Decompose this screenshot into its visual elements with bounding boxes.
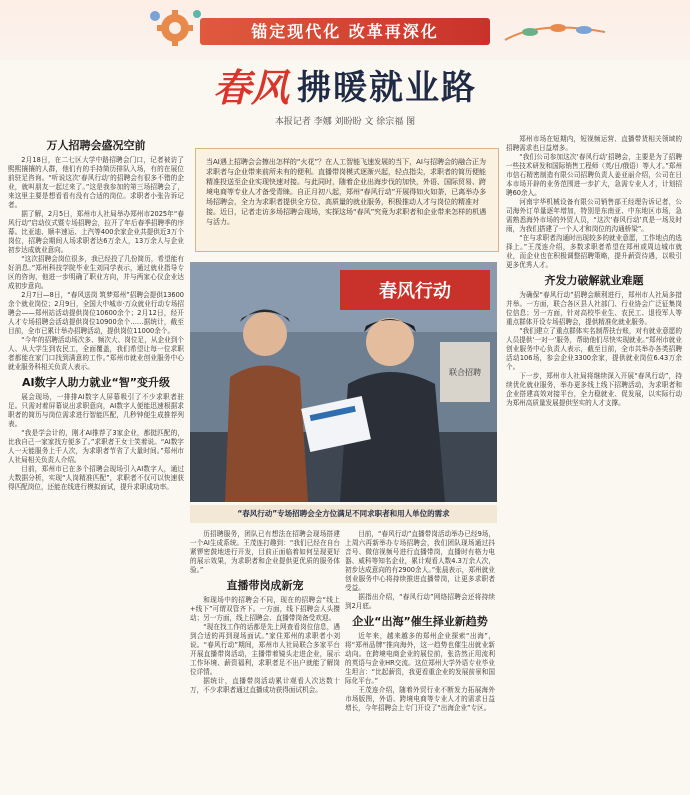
headline (155, 56, 535, 112)
paragraph: 为确保“春风行动”招聘会顺利进行，郑州市人社局多措并举。一方面，联合各区县人社部门、行业协会广泛征集岗位信息；另一方面，针对高校毕业生、农民工、退役军人等重点群体开设专场招聘会，提供精准化就业服务。 (506, 291, 682, 326)
photo-sign-text: 联合招聘 (449, 368, 481, 377)
paragraph: 展会现场，一排排AI数字人屏幕吸引了不少求职者驻足。只需对着屏幕说出求职意向，AI数字人便能迅速根据求职者的简历与岗位需求进行智能匹配，几秒钟便生成推荐列表。 (8, 393, 184, 428)
headline-accent: 春风 (212, 64, 289, 110)
paragraph: 河南宇华机械设备有限公司销售部王经理告诉记者，公司海外订单量逐年增加，特别是东南亚、中东地区市场，急需熟悉海外市场的外贸人员，“这次‘春风行动’真是一场及时雨，为我们搭建了一个人才和岗位的沟通桥梁”。 (506, 198, 682, 233)
paragraph: “这次招聘会岗位很多，我已经投了几份简历，希望能有好消息。”郑州科技学院毕业生刘同学表示，通过就业指导专区的咨询，他进一步明确了职业方向，并与两家心仪企业达成初步意向。 (8, 255, 184, 290)
paragraph: 目前，“春风行动”直播带岗活动举办已经9场，上周六再新举办专场招聘会，我们团队现场通过抖音号、微信视频号进行直播带岗，直播时有格力电器、威科等知名企业，累计观看人数4.3万余人次，初步达成意向的有2900余人。”张晨表示，郑州就业创业服务中心将持续推进直播带岗，让更多求职者受益。 (345, 530, 495, 592)
paragraph: “我们公司参加这次‘春风行动’招聘会，主要是为了招聘一些技术研发和国际销售工程师（英/日/俄语）等人才。”郑州市信石精密制造有限公司招聘负责人姜亚丽介绍，公司在日本市场开辟的业务范围进一步扩大，急需专业人才，计划招聘60余人。 (506, 153, 682, 197)
section-heading: 企业“出海”催生择业新趋势 (352, 615, 488, 628)
article-column-4 (506, 135, 682, 790)
article-column-3 (345, 530, 495, 790)
paragraph: 目前，郑州市已在多个招聘会现场引入AI数字人，通过大数据分析，实现“人岗精准匹配”，求职者不仅可以快速获得匹配岗位，还能在线进行模拟面试，提升求职成功率。 (8, 465, 184, 491)
paragraph: 2月7日—8日，“春风送岗 筑梦郑州”招聘会提供13600余个就业岗位；2月9日，全国大中城市·万众就业行动专场招聘会——郑州站活动提供岗位10600余个；2月12日，经开人才专场招聘会活动提供岗位10900余个……据统计，截至目前，全市已累计举办招聘活动，提供岗位11000余个。 (8, 291, 184, 335)
paragraph: 历招聘服务，团队已有想法在招聘会现场搭建一个AI生成系统。王茂连打趣到：“我们已经在自台紧锣密鼓地进行开发，目前正面临着如何呈现更好的展示效果，为求职者和企业提供更优质的服务体验。” (190, 530, 340, 574)
paragraph: 和现场中的招聘会不同，现在的招聘会“线上+线下”可谓双管齐下。一方面，线下招聘会人头攒动；另一方面，线上招聘会、直播带岗备受欢迎。 (190, 596, 340, 622)
section-heading: 齐发力破解就业难题 (544, 274, 644, 287)
paragraph: 2月18日，在二七区大学中路招聘会门口，记者被访了熙熙攘攘的人群，他们有的手持简历排队入场，有的在展位前驻足咨询。“听说这次‘春风行动’的招聘会有很多不错的企业，就叫朋友一起过来了。”这是我参加的第三场招聘会了，来这里主要是想看看有没有合适的岗位。求职者小张告诉记者。 (8, 156, 184, 209)
section-heading: 直播带岗成新宠 (226, 579, 304, 592)
photo-illustration (190, 262, 497, 502)
paragraph: 据统计，直播带岗活动累计观看人次达数十万，不少求职者通过直播成功获得面试机会。 (190, 677, 340, 694)
paragraph: 王茂连介绍，随着外贸行业不断发力拓展海外市场版图，外语、跨境电商等专业人才的需求日益增长，今年招聘会上专门开设了“出海企业”专区。 (345, 686, 495, 712)
paragraph: 据指出介绍，“春风行动”网络招聘会还将持续到2月底。 (345, 593, 495, 610)
section-banner (200, 18, 490, 45)
headline-main: 拂暖就业路 (297, 67, 477, 108)
paragraph: “我们建立了重点群体实名制帮扶台账，对有就业意愿的人员提供‘一对一’服务，帮助他们尽快实现就业。”郑州市就业创业服务中心负责人表示，截至目前，全市共举办各类招聘活动106场，参会企业3300余家，提供就业岗位6.43万余个。 (506, 327, 682, 371)
section-heading: 万人招聘会盛况空前 (46, 139, 146, 152)
lead-paragraph: 当AI遇上招聘会会擦出怎样的“火花”？在人工智能飞速发展的当下，AI与招聘会的融合正为求职者与企业带来前所未有的便利。直播带岗模式逐渐兴起，轻点指尖，求职者的简历便能精准投送至企业实现快速对接。与此同时，随着企业出海步伐的加快，外语、国际贸易、跨境电商等专业人才备受青睐。自正月初八起，郑州“春风行动”开展得如火如荼，已离举办多场招聘会，全力为求职者提供全方位、高质量的就业服务，积极推动人才与岗位的精准对接。近日，记者走访多场招聘会现场，实探这场“春风”究竟为求职者和企业带来怎样的机遇与活力。 (195, 148, 499, 252)
paragraph: 郑州市场在短期内，短视频运营、直播带货相关领域的招聘需求也日益增多。 (506, 135, 682, 152)
news-photo (190, 262, 497, 502)
paragraph: 近年来，越来越多的郑州企业探索“出海”，将“郑州品牌”推向海外，这一趋势也催生出就业新动向。在跨境电商企业的展位前，张浩然正用流利的英语与企业HR交流。这位郑州大学外语专业毕业生坦言：“比起薪资，我更看重企业的发展前景和国际化平台。” (345, 632, 495, 685)
gear-decoration-icon (145, 6, 205, 46)
leaf-decoration-icon (500, 18, 610, 48)
article-column-2 (190, 530, 340, 790)
banner-slogan: 锚定现代化 改革再深化 (251, 22, 439, 41)
photo-banner-text: 春风行动 (379, 281, 451, 302)
paragraph: 下一步，郑州市人社局将继续深入开展“春风行动”，持续优化就业服务，举办更多线上线下招聘活动，为求职者和企业搭建高效对接平台，全力稳就业、促发展，以实际行动为郑州高质量发展提供坚实的人才支撑。 (506, 372, 682, 407)
paragraph: 据了解，2月5日，郑州市人社局举办郑州市2025年“春风行动”启动仪式暨专场招聘会，拉开了年后春季招聘季的序幕。比亚迪、顺丰速运、上汽等400余家企业共提供近3万个岗位，招聘会期间人场求职者达6万余人，13万余人与企业初步达成就业意向。 (8, 210, 184, 254)
paragraph: “在与求职者沟通时出现较多的就业意愿，工作地点的选择上。”王茂连介绍，多数求职者希望在郑州或周边城市就业，而企业也在积极调整招聘策略，提升薪资待遇，以吸引更多优秀人才。 (506, 234, 682, 269)
photo-caption: “春风行动”专场招聘会全方位满足不同求职者和用人单位的需求 (190, 505, 497, 523)
paragraph: “现在找工作的话都是先上网查看岗位信息，遇到合适的再到现场面试。”家住郑州的求职者小刘说。“春风行动”期间，郑州市人社局联合多家平台开展直播带岗活动，主播带着镜头走进企业，展示工作环境、薪资福利，求职者足不出户就能了解岗位详情。 (190, 623, 340, 676)
paragraph: “我是学会计的，刚才AI推荐了3家企业，都挺匹配的，比我自己一家家找方便多了。”求职者王女士笑着说。“AI数字人一天能服务上千人次，为求职者节省了大量时间。”郑州市人社局相关负责人介绍。 (8, 429, 184, 464)
paragraph: “今年的招聘活动场次多、频次大、岗位足，从企业到个人、从大学生到农民工，全面覆盖，我们希望让每一位求职者都能在家门口找到满意的工作。”郑州市就业创业服务中心就业服务科相关负责人表示。 (8, 336, 184, 371)
byline: 本报记者 李娜 刘盼盼 文 徐宗福 图 (274, 117, 416, 127)
article-column-1 (8, 135, 184, 790)
section-heading: AI数字人助力就业“智”变升级 (21, 376, 171, 389)
